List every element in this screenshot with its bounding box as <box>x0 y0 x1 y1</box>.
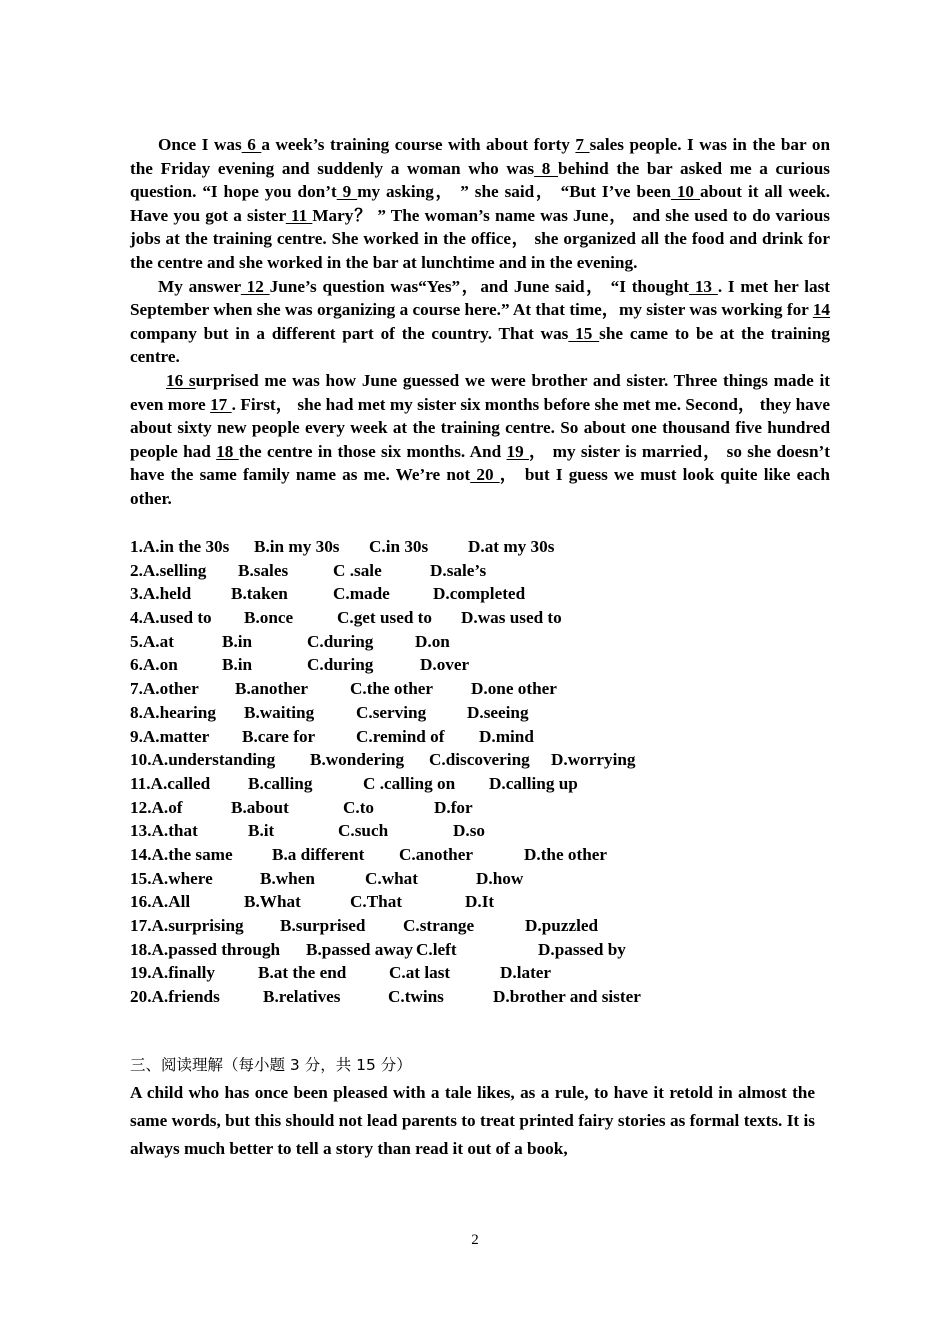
option-choice: B.sales <box>238 560 289 580</box>
option-choice: B.it <box>248 821 275 841</box>
option-row <box>130 535 850 559</box>
option-choice: 8.A.hearing <box>130 702 216 722</box>
option-choice: 4.A.used to <box>130 608 212 628</box>
option-choice: C.during <box>307 655 374 675</box>
option-row <box>130 725 850 749</box>
option-choice: 9.A.matter <box>130 726 210 746</box>
option-choice: C.to <box>343 797 375 817</box>
option-choice: D.passed by <box>538 939 626 959</box>
blank-marker: 7 <box>575 135 590 154</box>
blank-marker: 8 <box>534 158 559 178</box>
option-row <box>130 819 850 843</box>
option-choice: B.wondering <box>310 750 405 770</box>
option-choice: D.how <box>476 868 524 888</box>
option-choice: C.during <box>307 631 374 651</box>
option-choice: D.worrying <box>551 750 636 770</box>
option-choice: C.the other <box>350 679 434 699</box>
blank-marker: 19 <box>506 441 530 461</box>
option-choice: D.sale’s <box>430 560 487 580</box>
blank-marker: 6 <box>241 135 262 154</box>
option-choice: B.passed away <box>306 939 413 959</box>
passage-text: Mary？ ” The woman’s name was June， and she used to do various jobs at the training centre. She worked in the office， she organized all the food and drink for the centre and she worked in the bar at lunchtime and in the evening. <box>130 205 830 272</box>
option-choice: C.in 30s <box>369 537 429 556</box>
option-choice: D.brother and sister <box>493 987 641 1007</box>
blank-marker: 11 <box>285 205 313 225</box>
option-choice: B.taken <box>231 584 288 604</box>
option-choice: C .sale <box>333 560 382 580</box>
option-choice: C.made <box>333 584 390 604</box>
option-row <box>130 630 850 654</box>
passage-text: . I met her last September when she was organizing a course here.” At that time，my sister was working for <box>130 276 830 320</box>
option-choice: 7.A.other <box>130 679 199 699</box>
section-heading: 三、阅读理解（每小题 3 分，共 15 分） <box>130 1056 412 1074</box>
option-row <box>130 796 850 820</box>
option-choice: 10.A.understanding <box>130 750 276 770</box>
option-choice: B.a different <box>272 844 365 864</box>
option-choice: 19.A.finally <box>130 963 215 983</box>
option-choice: C.strange <box>403 916 475 935</box>
option-choice: D.over <box>420 655 470 675</box>
passage-text: company but in a different part of the country. That was <box>130 323 569 343</box>
option-choice: 14.A.the same <box>130 844 233 864</box>
page-number: 2 <box>471 1232 479 1248</box>
option-row <box>130 701 850 725</box>
option-choice: D.was used to <box>461 608 562 628</box>
blank-marker: 20 <box>470 465 500 485</box>
option-row <box>130 653 850 677</box>
option-choice: D.later <box>500 963 552 983</box>
option-choice: 1.A.in the 30s <box>130 537 230 556</box>
option-choice: C.such <box>338 821 389 841</box>
option-choice: 18.A.passed through <box>130 939 281 959</box>
blank-marker: 14 <box>812 300 830 320</box>
option-row <box>130 748 850 772</box>
option-choice: 15.A.where <box>130 868 213 888</box>
passage-text: June’s question was“Yes”，and June said， “I thought <box>269 276 690 296</box>
reading-passage: A child who has once been pleased with a tale likes, as a rule, to have it retold in almost the same words, but this should not lead parents to treat printed fairy stories as formal texts. It is always much better to tell a story than read it out of a book, <box>130 1083 815 1159</box>
option-row <box>130 914 850 938</box>
option-choice: D.calling up <box>489 773 578 793</box>
option-choice: C .calling on <box>363 773 456 793</box>
option-choice: 3.A.held <box>130 584 192 604</box>
option-row <box>130 961 850 985</box>
option-row <box>130 677 850 701</box>
blank-marker: 18 <box>216 441 239 461</box>
passage-text: Once I was <box>158 135 242 154</box>
option-choice: 2.A.selling <box>130 560 207 580</box>
cloze-passage <box>130 133 830 511</box>
option-choice: B.care for <box>242 726 316 746</box>
option-row <box>130 582 850 606</box>
option-choice: D.completed <box>433 584 526 604</box>
option-choice: C.left <box>416 939 457 959</box>
option-choice: D.It <box>465 892 495 912</box>
option-choice: D.on <box>415 631 450 651</box>
blank-marker: 12 <box>240 276 270 296</box>
option-row <box>130 938 850 962</box>
passage-text: My answer <box>158 276 241 296</box>
option-choice: 17.A.surprising <box>130 916 244 935</box>
option-row <box>130 606 850 630</box>
option-choice: C.discovering <box>429 750 530 770</box>
blank-marker: 9 <box>336 182 358 202</box>
option-choice: 6.A.on <box>130 655 178 675</box>
option-choice: B.in <box>222 655 253 675</box>
option-choice: B.waiting <box>244 702 315 722</box>
option-choice: B.once <box>244 608 294 628</box>
blank-marker: 17 <box>210 394 232 414</box>
option-choice: 12.A.of <box>130 797 183 817</box>
option-choice: C.remind of <box>356 726 445 746</box>
passage-text: behind the bar asked me a curious question. “I hope you don’t <box>130 158 830 202</box>
passage-text: . First， she had met my sister six months before she met me. Second， they have about sixty new people every week at the training centre. So about one thousand five hundred people had <box>130 394 830 461</box>
option-choice: 20.A.friends <box>130 987 220 1007</box>
option-choice: B.relatives <box>263 987 341 1007</box>
option-row <box>130 772 850 796</box>
option-choice: D.so <box>453 821 485 841</box>
option-choice: 11.A.called <box>130 773 211 793</box>
option-choice: C.another <box>399 844 473 864</box>
option-row <box>130 890 850 914</box>
passage-text: about it all week. Have you got a sister <box>130 182 830 225</box>
option-row <box>130 843 850 867</box>
option-choice: B.at the end <box>258 963 347 983</box>
option-choice: D.for <box>434 797 473 817</box>
option-choice: C.at last <box>389 963 451 983</box>
option-choice: C.get used to <box>337 608 433 628</box>
option-choice: D.seeing <box>467 702 529 722</box>
option-choice: C.what <box>365 868 418 888</box>
option-choice: B.surprised <box>280 916 366 935</box>
option-choice: 16.A.All <box>130 892 191 912</box>
option-choice: B.when <box>260 868 315 888</box>
passage-text: she came to be at the training centre. <box>130 323 830 367</box>
passage-text: a week’s training course with about forty <box>261 135 576 154</box>
option-choice: C.serving <box>356 702 427 722</box>
passage-text: sales people. I was in the bar on the Friday evening and suddenly a woman who was <box>130 135 831 178</box>
passage-text: ， but I guess we must look quite like each other. <box>130 465 830 508</box>
blank-marker: 16 s <box>166 370 196 390</box>
option-choice: B.in <box>222 631 253 651</box>
option-choice: B.in my 30s <box>254 537 340 556</box>
option-row <box>130 559 850 583</box>
passage-text: the centre in those six months. And <box>238 441 507 461</box>
blank-marker: 10 <box>670 182 700 202</box>
option-choice: B.What <box>244 892 301 912</box>
option-choice: D.at my 30s <box>468 537 555 556</box>
passage-text: my asking， ” she said， “But I’ve been <box>357 182 671 202</box>
option-row <box>130 985 850 1009</box>
passage-text: ， my sister is married， so she doesn’t have the same family name as me. We’re not <box>130 441 830 485</box>
blank-marker: 15 <box>568 323 600 343</box>
option-choice: C.twins <box>388 987 444 1007</box>
option-choice: B.about <box>231 797 289 817</box>
option-choice: D.puzzled <box>525 916 599 935</box>
passage-text: urprised me was how June guessed we were brother and sister. Three things made it even more <box>130 370 830 414</box>
option-choice: B.calling <box>248 773 313 793</box>
option-choice: D.the other <box>524 844 608 864</box>
option-choice: D.one other <box>471 679 557 699</box>
option-row <box>130 867 850 891</box>
answer-options <box>130 535 850 1009</box>
option-choice: B.another <box>235 679 309 699</box>
option-choice: 5.A.at <box>130 631 174 651</box>
blank-marker: 13 <box>689 276 718 296</box>
option-choice: D.mind <box>479 726 534 746</box>
paragraph-3 <box>130 369 830 511</box>
option-choice: C.That <box>350 892 403 912</box>
paragraph-1 <box>130 133 830 275</box>
paragraph-2 <box>130 275 830 369</box>
option-choice: 13.A.that <box>130 821 198 841</box>
